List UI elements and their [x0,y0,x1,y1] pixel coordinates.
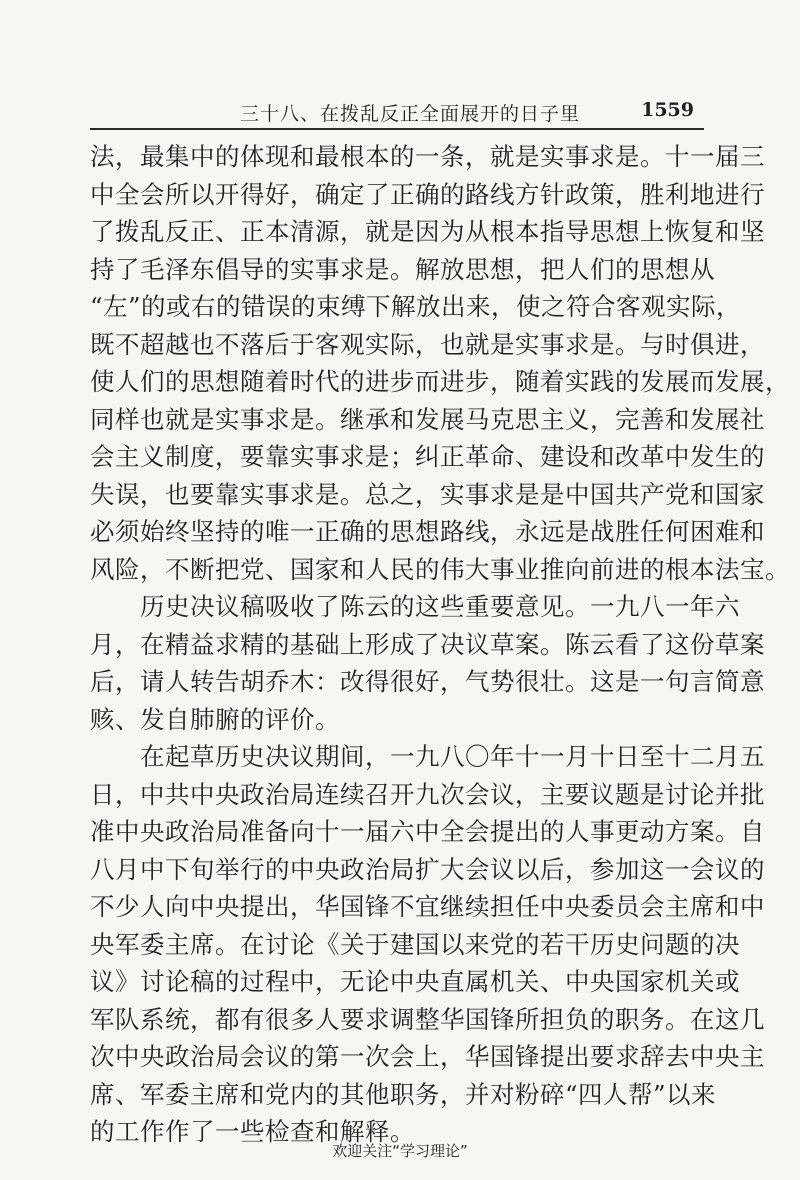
text-line: 会主义制度，要靠实事求是；纠正革命、建设和改革中发生的 [90,442,765,471]
text-line: 八月中下旬举行的中央政治局扩大会议以后，参加这一会议的 [90,854,765,884]
text-line: 风险，不断把党、国家和人民的伟大事业推向前进的根本法宝。 [90,554,790,584]
page-header [90,96,700,130]
page-number: 1559 [641,99,694,121]
text-line: 持了毛泽东倡导的实事求是。解放思想，把人们的思想从 [90,254,715,284]
running-title: 三十八、在拨乱反正全面展开的日子里 [240,103,581,125]
text-line: 既不超越也不落后于客观实际，也就是实事求是。与时俱进， [90,329,765,359]
text-line: 失误，也要靠实事求是。总之，实事求是是中国共产党和国家 [90,479,765,509]
text-line: 日，中共中央政治局连续召开九次会议，主要议题是讨论并批 [90,779,765,809]
text-line: 次中央政治局会议的第一次会上，华国锋提出要求辞去中央主 [90,1042,765,1071]
text-line: 同样也就是实事求是。继承和发展马克思主义，完善和发展社 [90,404,765,434]
text-line: 的工作作了一些检查和解释。 [90,1117,415,1146]
text-line: “左”的或右的错误的束缚下解放出来，使之符合客观实际， [90,292,742,321]
text-line: 了拨乱反正、正本清源，就是因为从根本指导思想上恢复和坚 [90,217,765,246]
text-line: 军队系统，都有很多人要求调整华国锋所担负的职务。在这几 [90,1004,765,1034]
header-rule [90,128,704,130]
text-line: 议》讨论稿的过程中，无论中央直属机关、中央国家机关或 [90,967,740,996]
footer-note: 欢迎关注“学习理论” [332,1142,468,1160]
text-line: 央军委主席。在讨论《关于建国以来党的若干历史问题的决 [90,929,740,959]
text-line: 使人们的思想随着时代的进步而进步，随着实践的发展而发展， [90,367,790,396]
body-text [90,138,790,1151]
text-line: 法，最集中的体现和最根本的一条，就是实事求是。十一届三 [90,142,765,171]
text-line: 赅、发自肺腑的评价。 [90,704,340,734]
text-line: 中全会所以开得好，确定了正确的路线方针政策，胜利地进行 [90,179,765,209]
text-line: 必须始终坚持的唯一正确的思想路线，永远是战胜任何困难和 [90,517,765,546]
text-line: 月，在精益求精的基础上形成了决议草案。陈云看了这份草案 [90,629,765,659]
text-line: 席、军委主席和党内的其他职务，并对粉碎“四人帮”以来 [90,1079,717,1109]
text-line: 后，请人转告胡乔木：改得很好，气势很壮。这是一句言简意 [90,667,765,696]
text-line: 在起草历史决议期间，一九八〇年十一月十日至十二月五 [90,742,765,771]
text-line: 准中央政治局准备向十一届六中全会提出的人事更动方案。自 [90,817,765,846]
text-line: 历史决议稿吸收了陈云的这些重要意见。一九八一年六 [90,592,740,621]
text-line: 不少人向中央提出，华国锋不宜继续担任中央委员会主席和中 [90,892,765,921]
